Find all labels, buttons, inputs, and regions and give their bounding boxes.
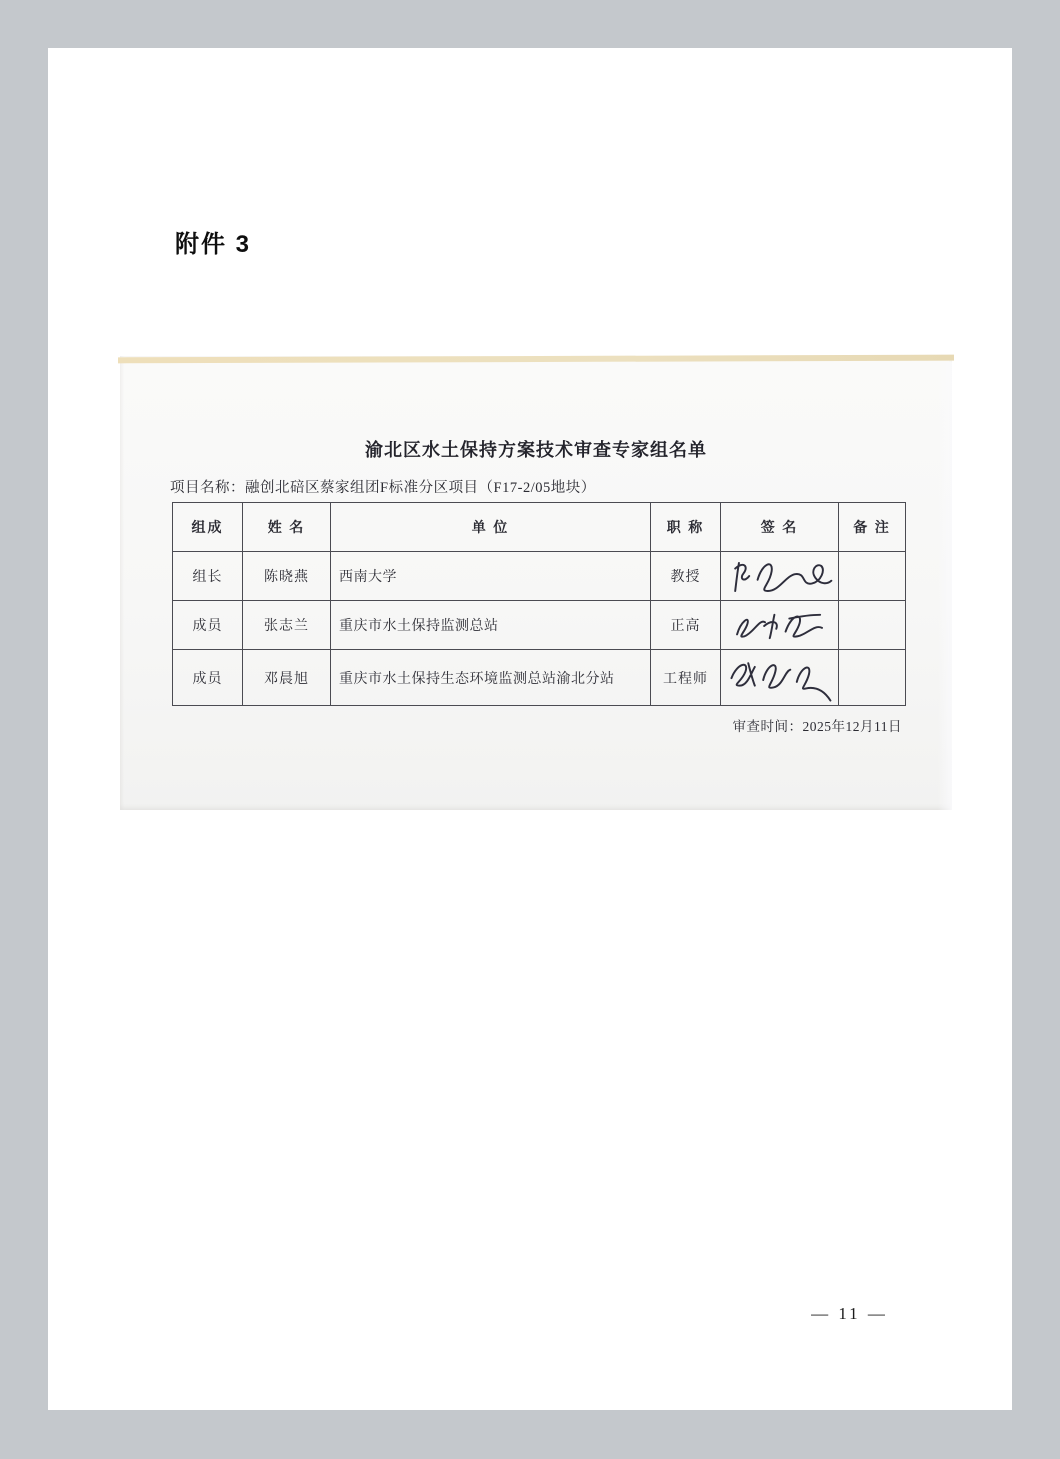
header-cell-remark: 备 注 xyxy=(839,503,906,552)
cell-signature xyxy=(721,650,839,706)
cell-name: 陈晓燕 xyxy=(243,552,331,601)
table-row xyxy=(173,650,906,706)
header-cell-organization: 单 位 xyxy=(331,503,651,552)
cell-title: 教授 xyxy=(651,552,721,601)
cell-signature xyxy=(721,552,839,601)
cell-title: 正高 xyxy=(651,601,721,650)
cell-remark xyxy=(839,552,906,601)
cell-remark xyxy=(839,601,906,650)
cell-title: 工程师 xyxy=(651,650,721,706)
cell-name: 张志兰 xyxy=(243,601,331,650)
attachment-label: 附件 3 xyxy=(175,231,252,258)
cell-role: 成员 xyxy=(173,601,243,650)
header-cell-title: 职 称 xyxy=(651,503,721,552)
cell-organization: 重庆市水土保持生态环境监测总站渝北分站 xyxy=(331,650,651,706)
signature-icon xyxy=(724,651,836,709)
scan-edge-fade xyxy=(938,362,952,810)
signature-icon xyxy=(724,602,836,650)
cell-role: 成员 xyxy=(173,650,243,706)
table-row xyxy=(173,601,906,650)
page-number: — 11 — xyxy=(811,1304,888,1323)
document-title: 渝北区水土保持方案技术审查专家组名单 xyxy=(365,440,707,460)
header-cell-signature: 签 名 xyxy=(721,503,839,552)
header-cell-composition: 组成 xyxy=(173,503,243,552)
cell-organization: 西南大学 xyxy=(331,552,651,601)
project-name-line: 项目名称：融创北碚区蔡家组团F标准分区项目（F17-2/05地块） xyxy=(170,480,596,496)
document-page xyxy=(48,48,1012,1410)
cell-signature xyxy=(721,601,839,650)
cell-remark xyxy=(839,650,906,706)
cell-name: 邓晨旭 xyxy=(243,650,331,706)
table-header-row xyxy=(173,503,906,552)
table-row xyxy=(173,552,906,601)
cell-organization: 重庆市水土保持监测总站 xyxy=(331,601,651,650)
experts-table xyxy=(172,502,906,706)
scan-paper-edge xyxy=(118,355,954,364)
scanned-sheet xyxy=(120,356,952,810)
cell-role: 组长 xyxy=(173,552,243,601)
signature-icon xyxy=(724,553,836,601)
header-cell-name: 姓 名 xyxy=(243,503,331,552)
review-time: 审查时间：2025年12月11日 xyxy=(732,719,902,734)
